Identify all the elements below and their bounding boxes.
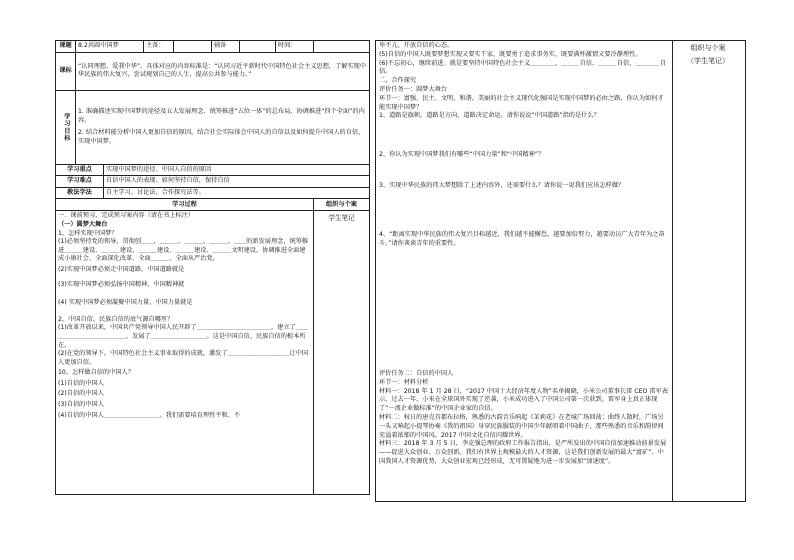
right-bottom <box>376 369 672 468</box>
sidebar-line2: （学生笔记） <box>687 57 729 65</box>
process-s8: 2、中国自信、民族自信的底气源自哪里？ <box>58 315 174 323</box>
process-s15: (4)自信的中国人＿＿＿＿＿＿＿＿＿。我们需要培育理性平和、不 <box>58 411 241 419</box>
key-text: 实现中国梦的途径、中国人自信的原因 <box>104 164 370 176</box>
process-s11: 10、怎样做自信的中国人？ <box>58 369 134 377</box>
right-r6: 环节一：富强、民主、文明、和谐、美丽的社会主义现代化强国是实现中国梦的必由之路，你认为如何才能实现中国梦？ <box>379 94 664 111</box>
process-s9: (1)改革开放以来，中国共产党领导中国人民开辟了＿＿＿＿＿＿＿＿＿＿＿＿，建立了＿＿＿＿＿＿＿＿＿＿＿＿＿，发展了＿＿＿＿＿＿＿＿＿。这是中国自信、民族自信的根本所在。 <box>58 324 309 349</box>
author-value <box>174 41 212 53</box>
process-s13: (2)自信的中国人 <box>58 390 104 398</box>
goal-1: 1. 准确描述实现中国梦的途径及五大发展理念、统筹推进“五位一体”的总布局、协调推进“四个全面”的内容。 <box>78 107 365 124</box>
process-body <box>56 211 314 495</box>
notes-head: 组织与个案 <box>314 199 370 211</box>
right-r12: 环节一：材料分析 <box>379 378 429 386</box>
right-r8: 2、你认为实现中国梦我们有哪些“中国力量”和“中国精神”？ <box>379 151 545 159</box>
left-table <box>55 40 370 495</box>
process-s3: 1、怎样实现中国梦？ <box>58 229 118 237</box>
process-s2: （一）圆梦大舞台 <box>58 220 108 228</box>
label-time: 时间： <box>276 41 314 53</box>
right-r9: 3、实现中华民族的伟大梦想除了上述内容外，还需要什么？请你说一说我们应该怎样做？ <box>379 181 625 189</box>
notes-sub: 学生笔记 <box>328 214 355 223</box>
difficulty-text: 自信中国人的表现、如何坚持自信，保持自信 <box>104 176 370 188</box>
standard-text: “认同理想，爱我中华”。具体对应的内容标准是：“认同习近平新时代中国特色社会主义思想，了解实现中华民族的伟大复兴，尝试规划自己的人生，提高公共参与能力。” <box>76 52 370 90</box>
process-s5: (2)实现中国梦必须走中国道路，中国道路就是 <box>58 265 185 273</box>
process-s14: (3)自信的中国人 <box>58 401 104 409</box>
label-method: 教法学法 <box>56 187 104 199</box>
right-r3: (6)不忘初心，继续前进。就是要坚持中国特色社会主义＿＿＿＿、＿＿＿自信、＿＿＿自信、＿＿＿＿自信。 <box>379 59 667 76</box>
goals-cell <box>76 90 370 164</box>
label-author: 主备： <box>144 41 174 53</box>
label-standard: 课标 <box>56 52 76 90</box>
process-s7: (4) 实现中国梦必须凝聚中国力量，中国力量就是 <box>58 299 193 307</box>
notes-column <box>314 211 370 495</box>
right-r5: 评价任务一：圆梦大舞台 <box>379 85 448 93</box>
right-r13: 材料一：2018 年 1 月 28 日，“2017 中国十大经济年度人物”名单揭晓，小米公司董事长雷 CEO 雷军表示，过去一年，小米在全球国外实现了逆袭，小米成功进入了中国公司第一次获到。雷军身上真正体现了“一流企业做标准”的中国企业家的自信。 <box>379 387 668 413</box>
method-text: 自主学习、讨论法、合作探究法等。 <box>104 187 370 199</box>
right-top <box>376 41 672 249</box>
label-goals: 学习目标 <box>56 90 76 164</box>
process-s4: (1)必须坚持党的领导，贯彻创＿＿、＿＿＿、＿＿＿、＿＿＿、＿＿的新发展理念，统筹推进＿＿＿建设、＿＿＿建设、＿＿＿建设、＿＿＿建设、＿＿＿文明建设，协调推进全面建成小康社会、全面深化改革、全面＿＿＿、全面从严治党。 <box>58 238 309 263</box>
assist-value <box>240 41 276 53</box>
sidebar-line1: 组织与个案 <box>690 44 726 52</box>
notes-sidebar <box>671 40 746 502</box>
right-panel <box>375 40 673 502</box>
time-value <box>314 41 370 53</box>
label-difficulty: 学习难点 <box>56 176 104 188</box>
label-assist: 辅备 <box>212 41 240 53</box>
right-r11: 评价任务二：自信的中国人 <box>379 370 454 377</box>
right-r2: (5)自信的中国人既要梦想实现又要实干家，既要勇于追求事务实，既要满怀激情又要冷静理性。 <box>379 50 642 58</box>
right-r7: 1、道路是旗帜，道路是方向，道路决定命运。请你说说“中国道路”指的是什么？ <box>379 112 600 120</box>
process-s10: (2)在党的领导下，中国特色社会主义事业取得的成就，激发了＿＿＿＿＿＿＿＿＿＿让中国人更加自信。 <box>58 350 309 366</box>
right-r15: 材料三：2018 年 3 月 5 日，李克强总理的政府工作报告指出，是严所发出的中国自信加速推动前景发展——促进大众创业、万众创新。我们有世界上规模最大的人才资源，这是我们创新发展的最大“富矿”。中国我国人才资源优势，大众创业宏观已经形成，无可置疑地为进一步发展加“加速度”。 <box>379 440 667 465</box>
process-s12: (1)自信的中国人 <box>58 379 104 387</box>
process-title: 学习过程 <box>56 199 314 211</box>
right-r14: 材料二：权日的唐克首都布拉格，熟悉的古韵音乐响起《茉莉花》在老城广场回荡；曲终人散时，广场另一头又响起小提琴协奏《我的祖国》身穿民族服装的中国少年献唱着中国曲子，那些熟悉的音乐和韵律间充溢着浓郁的中国风。2017 中国文化自信闪耀世界。 <box>379 413 664 439</box>
topic-value: 8.2共圆中国梦 <box>76 41 144 53</box>
label-key: 学习重点 <box>56 164 104 176</box>
process-s1: 一．课前预习，完成预习案内容（请在书上标注） <box>58 212 195 220</box>
right-r10: 4、“距离实现中华民族的伟大复兴目标越近，我们越不能懈怠，越要加倍努力，越要动员广大青年为之奋斗。”请你谈谈青年的重要性。 <box>379 230 665 247</box>
right-r1: 卑不亢、开放自信的心态。 <box>379 42 454 49</box>
process-s6: (3)实现中国梦必须弘扬中国精神，中国精神就 <box>58 280 185 288</box>
label-topic: 课题 <box>56 41 76 53</box>
goal-2: 2. 结合材料能分析中国人更加自信的原因，结合社会实际体会中国人的自信以及如何提升中国人的自信，实现中国梦。 <box>78 129 365 145</box>
right-r4: 二、合作探究 <box>379 77 417 85</box>
worksheet-page <box>55 40 745 500</box>
